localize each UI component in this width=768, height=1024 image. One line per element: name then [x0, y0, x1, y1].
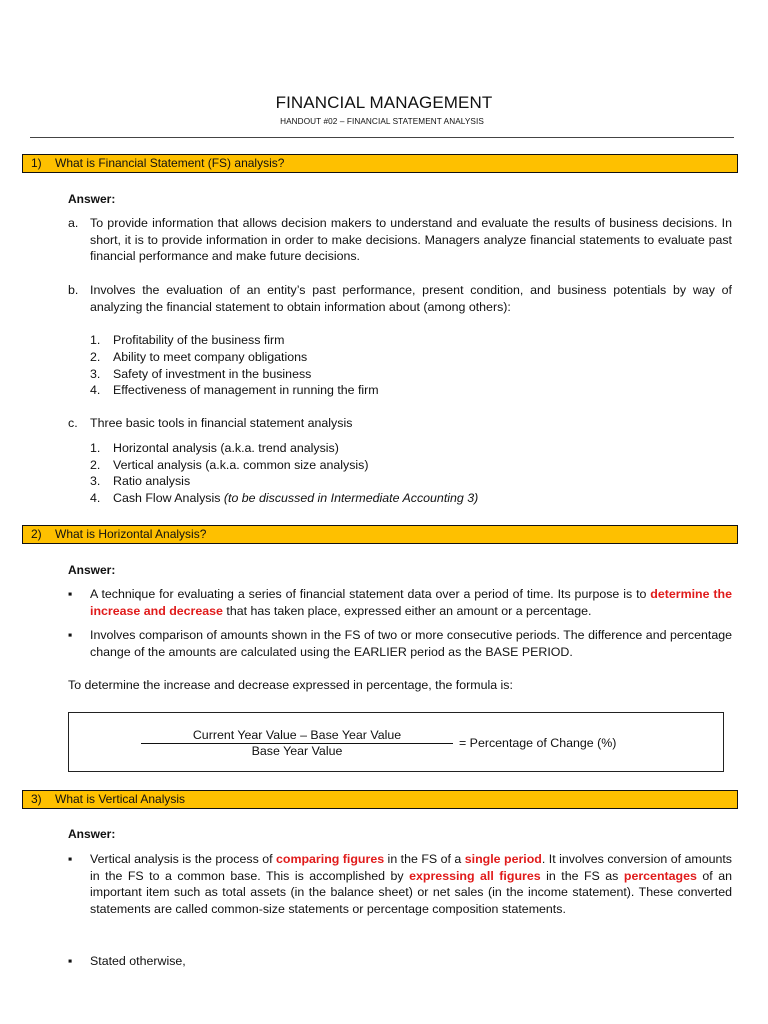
formula-result: = Percentage of Change (%) [459, 736, 617, 750]
list-note: (to be discussed in Intermediate Accounting 3) [223, 491, 479, 505]
list-text: Ability to meet company obligations [113, 350, 308, 364]
list-number: 1. [90, 441, 101, 455]
text-run: A technique for evaluating a series of financial statement data over a period of time. Its purpose is to [90, 587, 651, 601]
question-2-number: 2) [31, 527, 42, 541]
list-text: Safety of investment in the business [113, 367, 312, 381]
list-text: Horizontal analysis (a.k.a. trend analysis) [113, 441, 339, 455]
document-subtitle: HANDOUT #02 – FINANCIAL STATEMENT ANALYSIS [280, 117, 484, 126]
q1-item-c-text: Three basic tools in financial statement analysis [90, 416, 353, 430]
header-divider [30, 137, 734, 138]
q1-c-list-item [90, 490, 478, 507]
question-3-text: What is Vertical Analysis [55, 792, 186, 806]
q1-b-list-item [90, 349, 307, 366]
q1-c-list-item [90, 440, 339, 457]
q3-bullet-2 [68, 953, 732, 970]
question-3-number: 3) [31, 792, 42, 806]
highlighted-phrase: percentages [623, 868, 697, 883]
question-3-answer-label: Answer: [68, 827, 116, 841]
question-2-text: What is Horizontal Analysis? [55, 527, 207, 541]
text-run: of an important item such as total assets (in the balance sheet) or net sales (in the income statement). These converted statements are called common-size statements or percentage composition statements. [90, 868, 732, 916]
q3-bullet-1 [68, 851, 732, 917]
list-text: Effectiveness of management in running the firm [113, 383, 379, 397]
formula-intro: To determine the increase and decrease expressed in percentage, the formula is: [68, 678, 513, 692]
text-run: in the FS as [540, 868, 624, 883]
q2-bullet-1-text [90, 586, 732, 619]
list-text: Cash Flow Analysis [113, 491, 224, 505]
bullet-marker: ▪ [68, 954, 73, 968]
q1-item-b [68, 282, 732, 315]
q1-item-b-marker: b. [68, 283, 79, 297]
question-1-number: 1) [31, 156, 42, 170]
q2-bullet-2-text: Involves comparison of amounts shown in the FS of two or more consecutive periods. The difference and percentage change of the amounts are calculated using the EARLIER period as the BASE PERIOD. [90, 628, 732, 659]
list-number: 4. [90, 491, 101, 505]
q2-bullet-2 [68, 627, 732, 660]
formula-denominator: Base Year Value [251, 744, 343, 758]
question-1-bar [22, 154, 738, 173]
bullet-marker: ▪ [68, 628, 73, 642]
highlighted-phrase: expressing all figures [409, 868, 541, 883]
list-number: 3. [90, 367, 101, 381]
q3-bullet-1-text [90, 851, 732, 917]
formula-box [68, 712, 724, 772]
q1-c-list-item [90, 457, 368, 474]
q1-item-a-text: To provide information that allows decision makers to understand and evaluate the results of business decisions. In short, it is to provide information in order to make decisions. Managers analyze financial statements to evaluate past financial performance and make future decisions. [90, 216, 732, 264]
list-number: 1. [90, 333, 101, 347]
question-2-bar [22, 525, 738, 544]
q1-item-a [68, 215, 732, 265]
list-text: Ratio analysis [113, 474, 191, 488]
list-number: 3. [90, 474, 101, 488]
formula-numerator: Current Year Value – Base Year Value [192, 728, 402, 742]
question-1-text: What is Financial Statement (FS) analysis? [55, 156, 285, 170]
text-run: in the FS of a [384, 852, 465, 866]
list-number: 2. [90, 458, 101, 472]
list-text: Vertical analysis (a.k.a. common size analysis) [113, 458, 369, 472]
q1-b-list-item [90, 332, 284, 349]
question-2-answer-label: Answer: [68, 563, 116, 577]
q2-bullet-1 [68, 586, 732, 619]
q1-item-a-marker: a. [68, 216, 79, 230]
text-run: that has taken place, expressed either an amount or a percentage. [222, 603, 592, 618]
list-text: Profitability of the business firm [113, 333, 285, 347]
document-title: FINANCIAL MANAGEMENT [275, 93, 493, 112]
list-number: 2. [90, 350, 101, 364]
bullet-marker: ▪ [68, 587, 73, 601]
q1-b-list-item [90, 382, 379, 399]
highlighted-phrase: determine the increase and decrease [90, 587, 732, 618]
q1-item-b-text: Involves the evaluation of an entity’s past performance, present condition, and business potentials by way of analyzing the financial statement to obtain information about (among others): [90, 283, 732, 314]
question-3-bar [22, 790, 738, 809]
highlighted-phrase: comparing figures [276, 852, 385, 866]
q1-item-c-marker: c. [68, 416, 78, 430]
question-1-answer-label: Answer: [68, 192, 116, 206]
text-run: . It involves conversion of amounts in the FS to a common base. This is accomplished by [90, 852, 732, 883]
q1-b-list-item [90, 366, 311, 383]
highlighted-phrase: single period [464, 852, 542, 866]
q1-item-c [68, 415, 732, 432]
list-number: 4. [90, 383, 101, 397]
q3-bullet-2-text: Stated otherwise, [90, 954, 186, 968]
bullet-marker: ▪ [68, 852, 73, 866]
q1-c-list-item [90, 473, 190, 490]
text-run: Vertical analysis is the process of [90, 852, 276, 866]
